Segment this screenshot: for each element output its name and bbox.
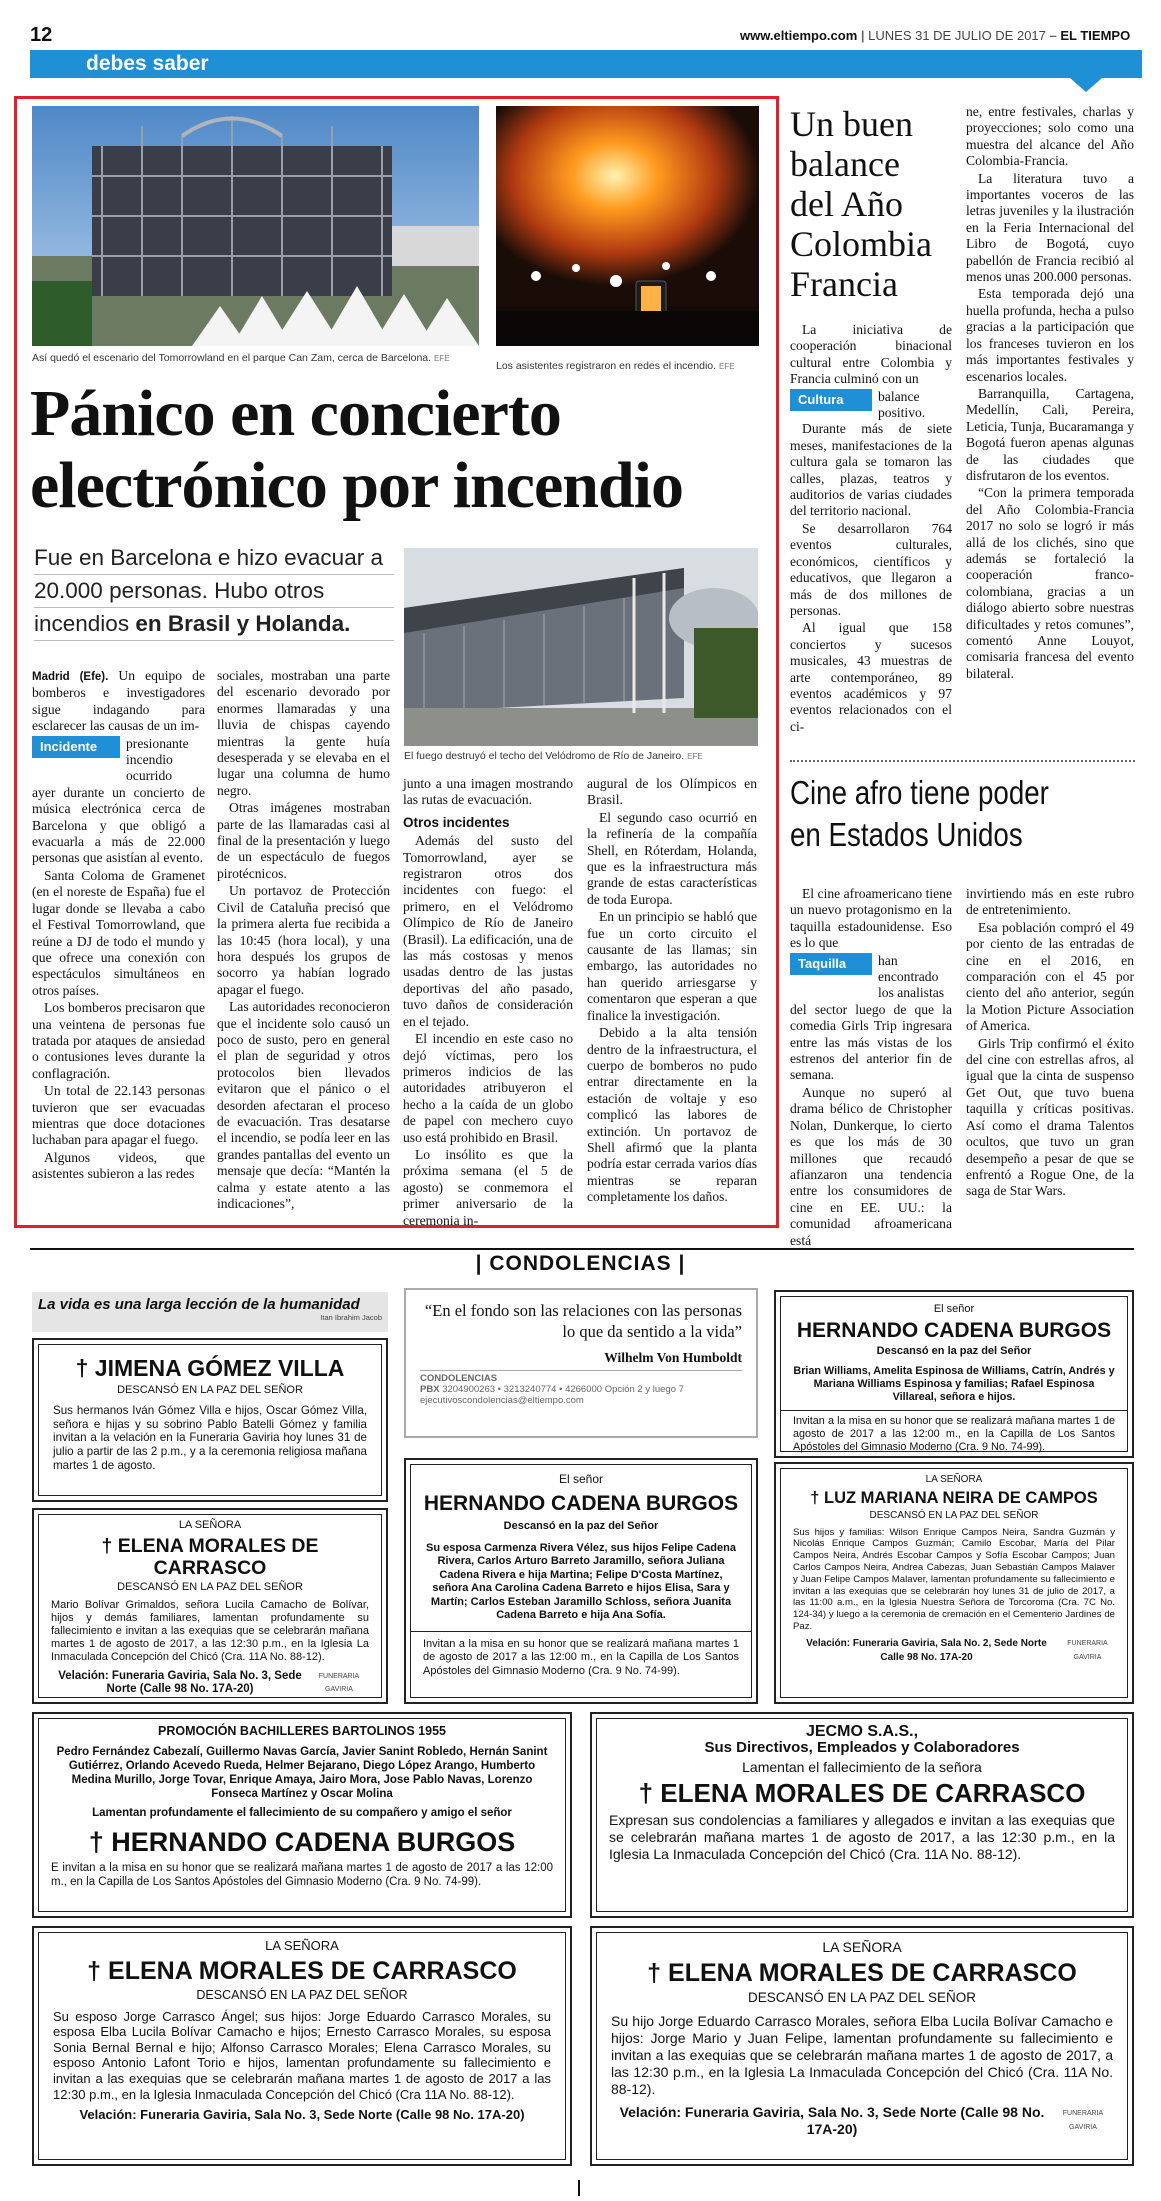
subhead-otros: Otros incidentes [403, 814, 510, 830]
promo-banner: La vida es una larga lección de la humanidad Itan Ibrahim Jacob [32, 1292, 388, 1332]
balance-headline: Un buen balance del Año Colombia Francia [790, 104, 932, 304]
divider-stories [790, 760, 1135, 762]
condolencias-title: | CONDOLENCIAS | [0, 1252, 1161, 1276]
notice-elena-1: LA SEÑORA † ELENA MORALES DE CARRASCO DESCANSÓ EN LA PAZ DEL SEÑOR Mario Bolívar Grimaldos, señora Lucila Camacho de Bolívar, hijos y demás familiares, lamentan profundamente su fallecimiento e invitan a las exequias que se celebrarán mañana martes 1 de agosto de 2017, a las 12:30 p.m., en la Iglesia La Inmaculada Concepción del Chicó (Cra. 11A No. 88-12). Velación: Funeraria Gaviria, Sala No. 3, Sede Norte (Calle 98 No. 17A-20) FUNERARIA GAVIRIA [32, 1508, 388, 1704]
condolencias-rule [30, 1248, 1134, 1250]
main-col1: Madrid (Efe). Un equipo de bomberos e investigadores sigue indagando para esclarecer las causas de un im- Incidente presionante incendio ocurrido ayer durante un concierto de música electrónica cerca de Barcelona y que obligó a evacuarla a más de 22.000 personas que asistían al evento. Santa Coloma de Gramenet (en el noreste de España) fue el lugar donde se llevaba a cabo el Festival Tomorrowland, que reúne a DJ de todo el mundo y que ofrece una conexión con espectáculos simultáneos en otros países. Los bomberos precisaron que una veintena de personas fue tratada por ataques de ansiedad o contusiones leves durante la conflagración. Un total de 22.143 personas tuvieron que ser evacuadas mientras que doce dotaciones luchaban para apagar el fuego. Algunos videos, que asistentes subieron a las redes [32, 668, 205, 1182]
main-col4: augural de los Olímpicos en Brasil. El segundo caso ocurrió en la refinería de la compañía Shell, en Róterdam, Holanda, que es la infraestructura más grande de estas características de toda Europa. En un principio se habló que fue un corto circuito el causante de las llamas; sin embargo, las autoridades no han querido arriesgarse y comentaron que esperan a que finalice la investigación. Debido a la alta tensión dentro de la infraestructura, el cuerpo de bomberos no pudo entrar directamente en la estación de voltaje y eso complicó las labores de extinción. Un portavoz de Shell afirmó que la planta podría estar cerrada varios días mientras se reparan completamente los daños. [587, 776, 757, 1205]
caption-velodrome: El fuego destruyó el techo del Velódromo de Río de Janeiro. EFE [404, 750, 703, 762]
notice-luz-mariana: LA SEÑORA † LUZ MARIANA NEIRA DE CAMPOS DESCANSÓ EN LA PAZ DEL SEÑOR Sus hijos y familias: Wilson Enrique Campos Neira, Sandra Guzmán y Nicolás Enrique Campos Guzmán; Camilo Escobar, María del Pilar Campos Neira, Andrés Escobar Campos y Sofía Escobar Campos; Juan Carlos Campos Neira, Andrea Cabezas, Juan Sebastián Campos Malaver y Juan Felipe Campos Malaver, lamentan profundamente su fallecimiento e invitan a las exequias que se celebrarán hoy lunes 31 de julio de 2017, a las 11:00 a.m., en la Iglesia Nuestra Señora de Torcoroma (Cra. 7C No. 124-34) y luego a la ceremonia de cremación en el Cementerio Jardines de Paz. Velación: Funeraria Gaviria, Sala No. 2, Sede Norte Calle 98 No. 17A-20 FUNERARIA GAVIRIA [774, 1462, 1134, 1704]
funeral-logo-icon: FUNERARIA GAVIRIA [1067, 1639, 1108, 1661]
balance-colB: ne, entre festivales, charlas y proyecciones; solo como una muestra del alcance del Año Colombia-Francia. La literatura tuvo a importantes voceros de las letras juveniles y la ilustración en la Feria Internacional del Libro de Bogotá, cuyo pabellón de Francia recibió al menos unas 200.000 personas. Esta temporada dejó una huella profunda, hecha a pulso gracias a la participación que los franceses tuvieron en los más importantes festivales y escenarios locales. Barranquilla, Cartagena, Medellín, Cali, Pereira, Leticia, Tunja, Bucaramanga y Bogotá fueron apenas algunas de las ciudades que disfrutaron de los eventos. “Con la primera temporada del Año Colombia-Francia 2017 no solo se logró ir más allá de los clichés, sino que además se fortaleció la cooperación franco-colombiana, gracias a un diálogo abierto sobre nuestras dificultades y retos comunes”, comentó Anne Louyot, comisaria francesa del evento bilateral. [966, 104, 1134, 681]
photo-fire [496, 106, 759, 346]
header-info: www.eltiempo.com | LUNES 31 DE JULIO DE 2017 – EL TIEMPO [740, 28, 1131, 43]
cine-headline: Cine afro tiene poder en Estados Unidos [790, 774, 1049, 853]
caption-fire: Los asistentes registraron en redes el incendio. EFE [496, 360, 735, 372]
main-col2: sociales, mostraban una parte del escenario devorado por enormes llamaradas y una lluvia de chispas cayendo mientras la gente huía desesperada y se elevaba en el lugar una columna de humo negro. Otras imágenes mostraban parte de las llamaradas casi al final de la presentación y luego de un espectáculo de fuegos pirotécnicos. Un portavoz de Protección Civil de Cataluña precisó que la primera alerta fue recibida a las 10:45 (hora local), y una hora después los grupos de socorro ya habían logrado apagar el fuego. Las autoridades reconocieron que el incidente solo causó un poco de susto, pero en general el plan de seguridad y otros protocolos bien llevados evitaron que el pánico o el desorden afectaran el proceso de evacuación. Tras desatarse el incendio, se podía leer en las grandes pantallas del evento un mensaje que decía: “Mantén la calma y estate atento a las indicaciones”, [217, 668, 390, 1211]
funeral-logo-icon: FUNERARIA GAVIRIA [318, 1672, 360, 1694]
footer-tick [578, 2180, 580, 2196]
header-brand: EL TIEMPO [1060, 28, 1131, 43]
header-url[interactable]: www.eltiempo.com [740, 28, 858, 43]
notice-elena-3: LA SEÑORA † ELENA MORALES DE CARRASCO DESCANSÓ EN LA PAZ DEL SEÑOR Su hijo Jorge Eduardo Carrasco Morales, señora Elba Lucila Bolívar Camacho e hijos: Jorge Mario y Juan Felipe, lamentan profundamente su fallecimiento e invitan a las exequias que se celebrarán mañana martes 1 de agosto de 2017, a las 12:30 p.m., en la Iglesia La Inmaculada Concepción del Chicó (Cra. 11A No. 88-12). Velación: Funeraria Gaviria, Sala No. 3, Sede Norte (Calle 98 No. 17A-20) FUNERARIA GAVIRIA [590, 1926, 1134, 2166]
page-number: 12 [30, 24, 53, 46]
main-subhead: Fue en Barcelona e hizo evacuar a 20.000 personas. Hubo otros incendios en Brasil y Holanda. [34, 542, 394, 641]
section-label: debes saber [86, 52, 209, 75]
main-headline: Pánico en concierto electrónico por incendio [30, 377, 684, 522]
notice-hernando-2: El señor HERNANDO CADENA BURGOS Descansó en la paz del Señor Su esposa Carmenza Rivera Vélez, sus hijos Felipe Cadena Rivera, Carlos Arturo Barreto Jaramillo, señora Juliana Cadena Rivera e hija Martina; Felipe D'Costa Martínez, señora Ana Carolina Cadena Barreto e hijos Elisa, Sara y Martín; Carlos Esteban Jaramillo Schloss, señora Juanita Cadena Barreto e hija Ana Sofía. Invitan a la misa en su honor que se realizará mañana martes 1 de agosto de 2017 a las 12:00 m., en la Capilla de Los Santos Apóstoles del Gimnasio Moderno (Cra. 9 No. 74-99). [404, 1458, 758, 1704]
funeral-logo-icon: FUNERARIA GAVIRIA [1062, 2109, 1104, 2131]
notice-promocion: PROMOCIÓN BACHILLERES BARTOLINOS 1955 Pedro Fernández Cabezalí, Guillermo Navas García, Javier Sanint Robledo, Hernán Sanint Gutiérrez, Orlando Acevedo Rueda, Helmer Bejarano, Diego López Arango, Humberto Medina Murillo, Jorge Tovar, Enrique Amaya, Jairo Mora, Jose Pablo Navas, Lorenzo Fonseca Martínez y Oscar Molina Lamentan profundamente el fallecimiento de su compañero y amigo el señor † HERNANDO CADENA BURGOS E invitan a la misa en su honor que se realizará mañana martes 1 de agosto de 2017 a las 12:00 m., en la Capilla de Los Santos Apóstoles del Gimnasio Moderno (Cra. 9 No. 74-99). [32, 1712, 572, 1918]
badge-taquilla: Taquilla [790, 953, 872, 975]
cine-colB: invirtiendo más en este rubro de entretenimiento. Esa población compró el 49 por ciento de las entradas de cine en el 2016, en comparación con el 45 por ciento del año anterior, según la Motion Picture Association of America. Girls Trip confirmó el éxito del cine con estrellas afros, al igual que la cinta de suspenso Get Out, que tuvo buena taquilla y críticas positivas. Así como el drama Talentos ocultos, que tuvo un gran desempeño a pesar de que se enfrentó a Rogue One, de la saga de Star Wars. [966, 886, 1134, 1199]
header-date: LUNES 31 DE JULIO DE 2017 [868, 28, 1046, 43]
promo-quote: “En el fondo son las relaciones con las personas lo que da sentido a la vida” Wilhelm Von Humboldt CONDOLENCIAS PBX 3204900263 • 3213240774 • 4266000 Opción 2 y luego 7 ejecutivoscondolencias@eltiempo.com [404, 1288, 758, 1438]
cine-colA: El cine afroamericano tiene un nuevo protagonismo en la taquilla estadounidense. Eso es lo que Taquilla han encontrado los analistas del sector luego de que la comedia Girls Trip ingresara entre las más vistas de los estrenos del anterior fin de semana. Aunque no superó al drama bélico de Christopher Nolan, Dunkerque, lo cierto es que los más de 30 millones que recaudó afianzaron una tendencia entre los consumidores de cine en EE. UU.: la comunidad afroamericana está [790, 886, 952, 1248]
notice-jecmo: JECMO S.A.S., Sus Directivos, Empleados y Colaboradores Lamentan el fallecimiento de la señora † ELENA MORALES DE CARRASCO Expresan sus condolencias a familiares y allegados e invitan a las exequias que se celebrarán mañana martes 1 de agosto de 2017, a las 12:30 p.m., en la Iglesia La Inmaculada Concepción del Chicó (Cra. 11A No. 88-12). [590, 1712, 1134, 1918]
badge-incidente: Incidente [32, 736, 120, 758]
balance-colA: La iniciativa de cooperación binacional cultural entre Colombia y Francia culminó con un Cultura balance positivo. Durante más de siete meses, manifestaciones de la cultura gala se tomaron las calles, plazas, teatros y auditorios de varias ciudades del territorio nacional. Se desarrollaron 764 eventos culturales, económicos, científicos y educativos, que llegaron a más de dos millones de personas. Al igual que 158 conciertos y sucesos musicales, 43 muestras de arte contemporáneo, 89 eventos académicos y 97 eventos relacionados con el ci- [790, 322, 952, 734]
photo-velodrome [404, 548, 758, 746]
notice-elena-2: LA SEÑORA † ELENA MORALES DE CARRASCO DESCANSÓ EN LA PAZ DEL SEÑOR Su esposo Jorge Carrasco Ángel; sus hijos: Jorge Eduardo Carrasco Morales, su esposa Elba Lucila Bolívar Camacho e hijos; Ernesto Carrasco Morales, su esposa Sonia Bernal Bernal e hijo; Alfonso Carrasco Morales; Elena Carrasco Morales, su esposo Antonio Lafont Torio e hijos, lamentan profundamente su fallecimiento e invitan a las exequias que se celebrarán mañana martes 1 de agosto de 2017 a las 12:30 p.m., en la Iglesia Inmaculada Concepción del Chicó (Cra 11A No. 88-12). Velación: Funeraria Gaviria, Sala No. 3, Sede Norte (Calle 98 No. 17A-20) [32, 1926, 572, 2166]
dateline: Madrid (Efe). [32, 671, 109, 683]
notice-hernando-1: El señor HERNANDO CADENA BURGOS Descansó en la paz del Señor Brian Williams, Amelita Espinosa de Williams, Catrín, Andrés y Mariana Williams Espinosa y familias; Rafael Espinosa Villareal, señora e hijos. Invitan a la misa en su honor que se realizará mañana martes 1 de agosto de 2017 a las 12:00 m., en la Capilla de Los Santos Apóstoles del Gimnasio Moderno (Cra. 9 No. 74-99). [774, 1290, 1134, 1458]
notice-jimena: † JIMENA GÓMEZ VILLA DESCANSÓ EN LA PAZ DEL SEÑOR Sus hermanos Iván Gómez Villa e hijos, Oscar Gómez Villa, señora e hijas y su sobrino Pablo Batelli Gómez y familia invitan a la velación en la Funeraria Gaviria hoy lunes 31 de julio a partir de las 2 p.m., y a la ceremonia religiosa mañana martes 1 de agosto. [32, 1338, 388, 1502]
badge-cultura: Cultura [790, 389, 872, 411]
main-col3: junto a una imagen mostrando las rutas de evacuación. Otros incidentes Además del susto del Tomorrowland, ayer se registraron otros dos incidentes con fuego: el primero, en el Velódromo Olímpico de Río de Janeiro (Brasil). La edificación, una de las más costosas y menos usadas dentro de las justas deportivas del año pasado, tuvo daños de consideración en el tejado. El incendio en este caso no dejó víctimas, pero los primeros indicios de las autoridades atribuyeron el hecho a la caída de un globo de papel con mechero cuyo uso está prohibido en Brasil. Lo insólito es que la próxima semana (el 5 de agosto) se conmemora el primer aniversario de la ceremonia in- [403, 776, 573, 1228]
caption-stage: Así quedó el escenario del Tomorrowland en el parque Can Zam, cerca de Barcelona. EFE [32, 352, 450, 364]
photo-stage [32, 106, 479, 346]
section-bar-notch [1070, 78, 1102, 92]
